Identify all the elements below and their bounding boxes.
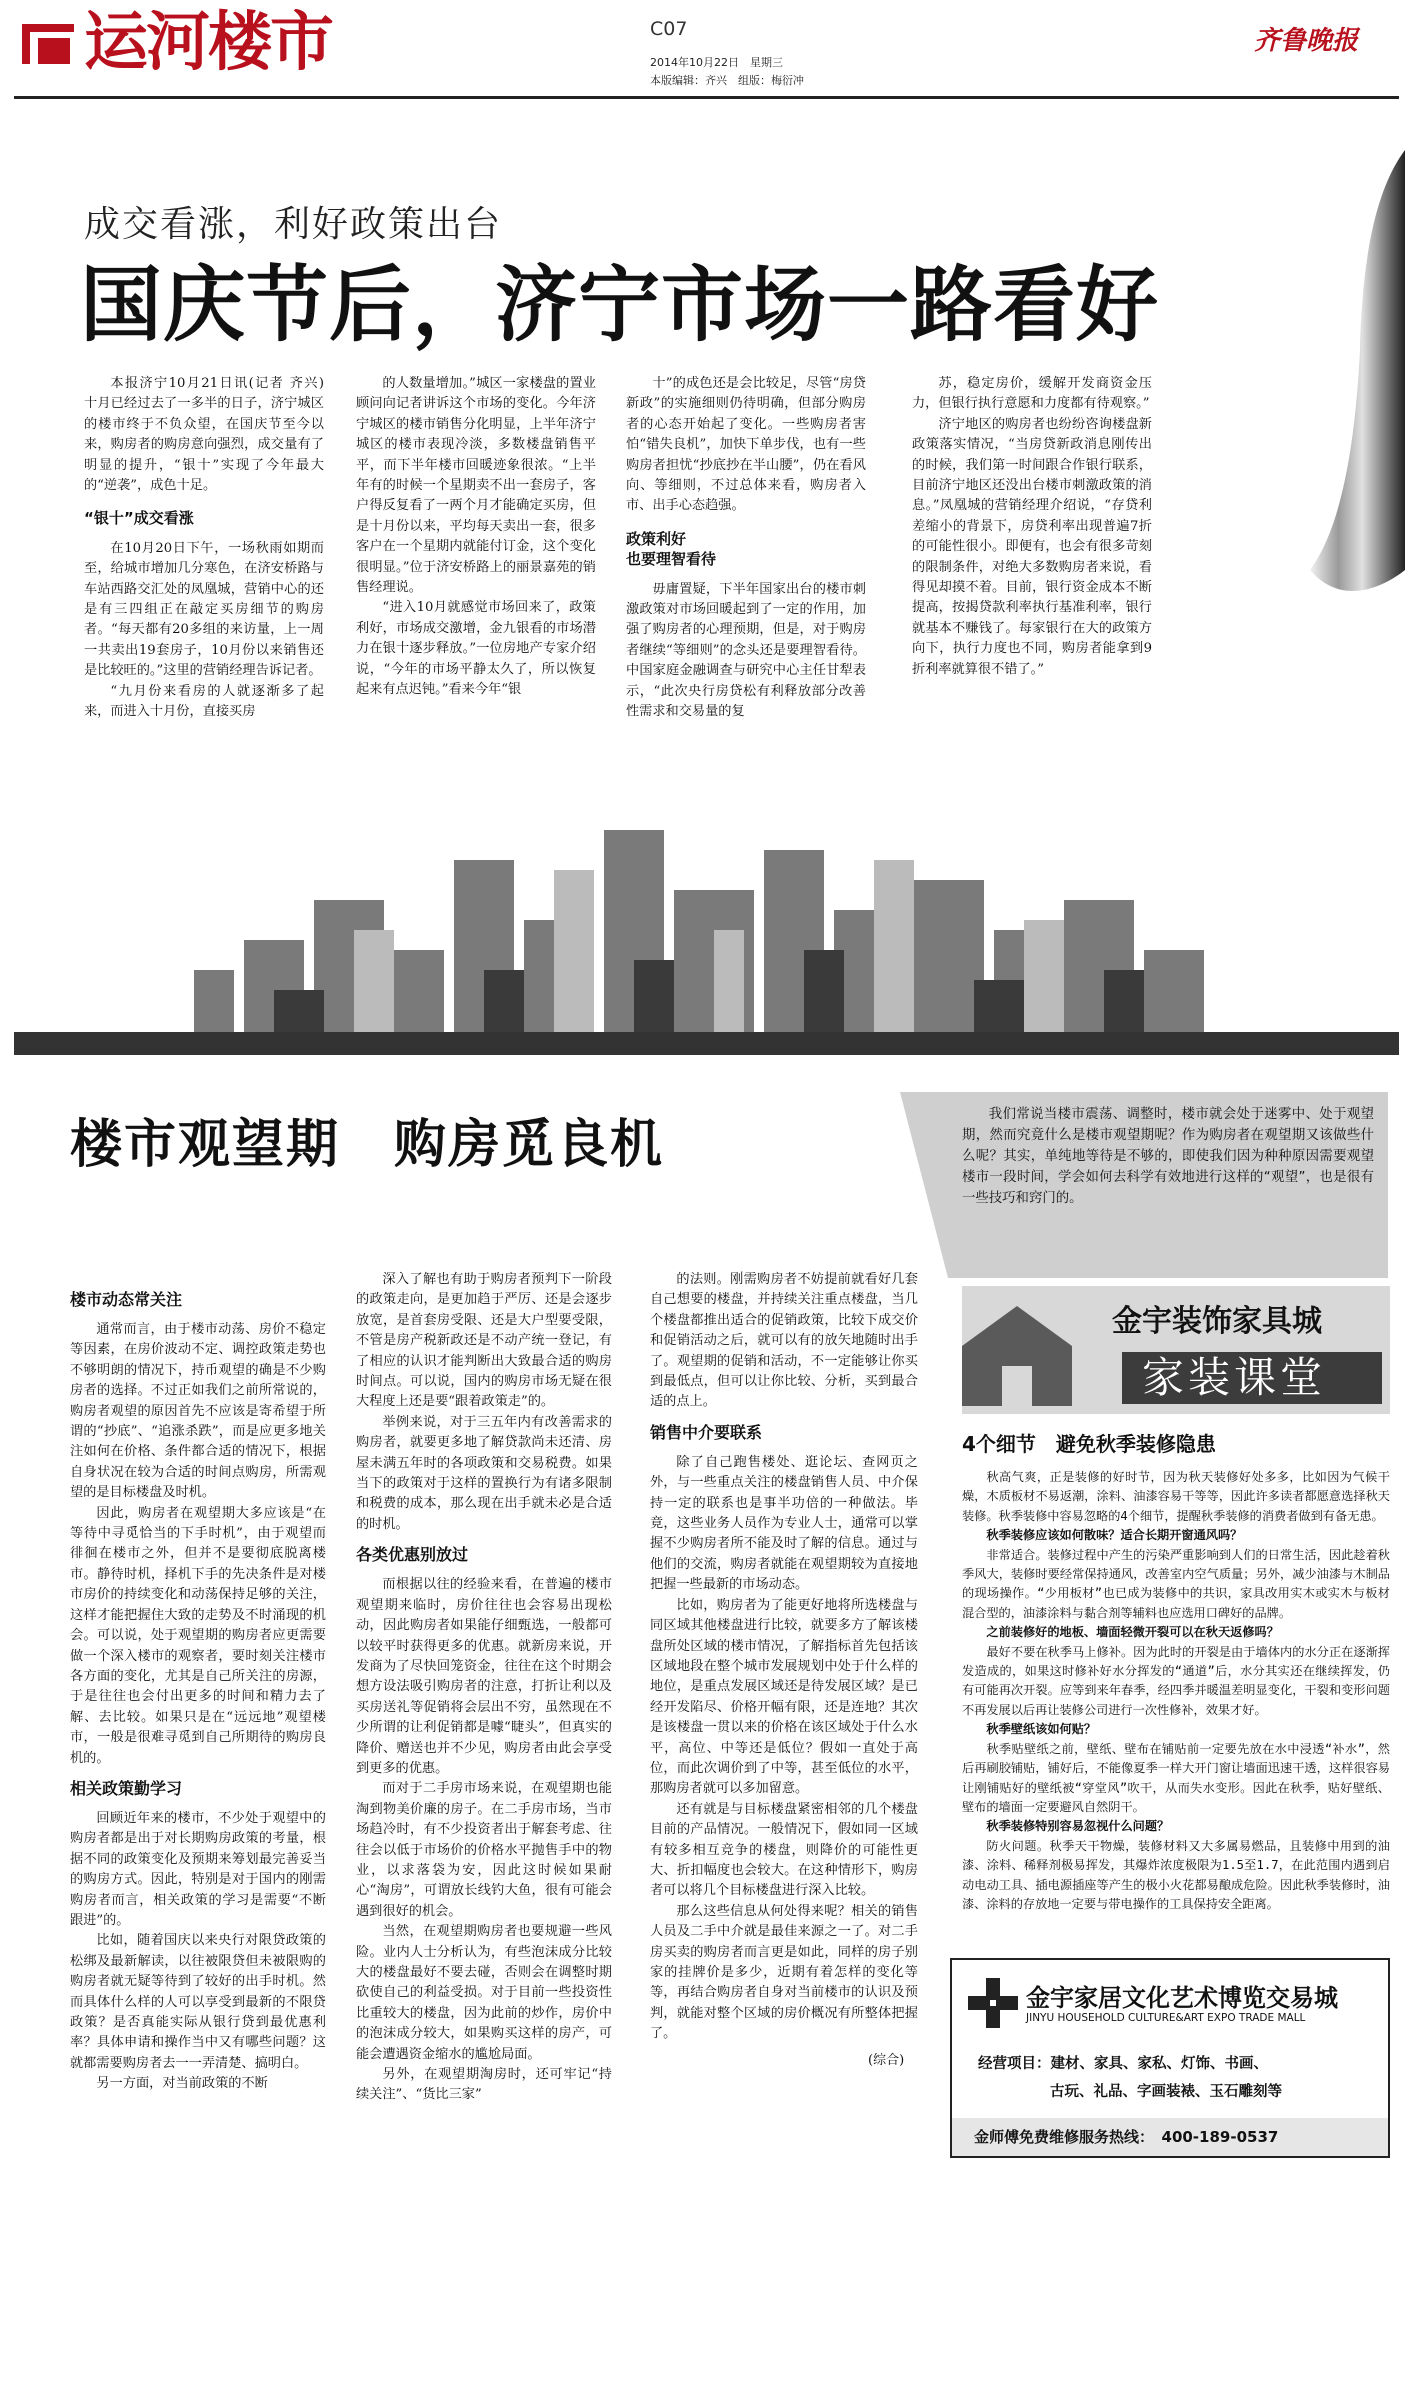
paragraph: 举例来说，对于三五年内有改善需求的购房者，就要更多地了解贷款尚未还清、房屋未满五年时的各项政策和交易税费。如果当下的政策对于这样的置换行为有诸多限制和税费的成本，那么现在出手就未必是合适的时机。 <box>356 1414 612 1532</box>
paragraph: 防火问题。秋季天干物燥，装修材料又大多属易燃品，且装修中用到的油漆、涂料、稀释剂极易挥发，其爆炸浓度极限为1.5至1.7，在此范围内遇到启动电动工具、插电源插座等产生的极小火花都易酿成危险。因此秋季装修时，油漆、涂料的存放地一定要与带电操作的工具保持安全距离。 <box>962 1838 1390 1911</box>
subhead: 各类优惠别放过 <box>356 1545 469 1565</box>
paragraph: “九月份来看房的人就逐渐多了起来，而进入十月份，直接买房 <box>84 683 324 720</box>
paragraph: 因此，购房者在观望期大多应该是“在等待中寻觅恰当的下手时机”，由于观望而徘徊在楼市之外，但并不是要彻底脱离楼市。静待时机，择机下手的先决条件是对楼市房价的持续变化和动荡保持足够的关注，这样才能把握住大致的走势及不时涌现的机会。可以说，处于观望期的购房者应更需要做一个深入楼市的观察者，要时刻关注楼市各方面的变化，尤其是自己所关注的房源，于是往往也会付出更多的时间和精力去了解、去比较。如果只是在“远远地”观望楼市，一般是很难寻觅到自己所期待的购房良机的。 <box>70 1505 326 1766</box>
paragraph: 还有就是与目标楼盘紧密相邻的几个楼盘目前的产品情况。一般情况下，假如同一区域有较多相互竞争的楼盘，则降价的可能性更大、折扣幅度也会较大。在这种情形下，购房者可以将几个目标楼盘进行深入比较。 <box>650 1801 918 1899</box>
subhead: 相关政策勤学习 <box>70 1778 183 1798</box>
paragraph: 当然，在观望期购房者也要规避一些风险。业内人士分析认为，有些泡沫成分比较大的楼盘最好不要去碰，否则会在调整时期砍使自己的利益受损。对于目前一些投资性比重较大的楼盘，因为此前的炒作，房价中的泡沫成分较大，如果购买这样的房产，可能会遭遇资金缩水的尴尬局面。 <box>356 1924 612 2062</box>
paragraph: “进入10月就感觉市场回来了，政策利好，市场成交激增，金九银看的市场潜力在银十逐步释放。”一位房地产专家介绍说，“今年的市场平静太久了，所以恢复起来有点迟钝。”看来今年“银 <box>356 600 596 698</box>
city-skyline-illustration-icon <box>14 800 1399 1055</box>
article1-kicker: 成交看涨，利好政策出台 <box>84 204 503 245</box>
article1-column-1 <box>84 374 338 723</box>
article2-column-1 <box>70 1280 326 2095</box>
paragraph: 苏，稳定房价，缓解开发商资金压力，但银行执行意愿和力度都有待观察。” <box>912 376 1152 412</box>
question: 秋季装修特别容易忽视什么问题？ <box>986 1819 1170 1834</box>
subhead: 政策利好 也要理智看待 <box>626 529 717 569</box>
paragraph: 比如，购房者为了能更好地将所选楼盘与同区域其他楼盘进行比较，就要多方了解该楼盘所处区域的楼市情况，了解指标首先包括该区域地段在整个城市发展规划中处于什么样的地位，是重点发展区域还是待发展区域？是已经开发陷尽、价格开幅有限，还是连地？其次是该楼盘一贯以来的价格在该区域处于什么水平，高位、中等还是低位？假如一直处于高位，而此次调价到了中等，甚至低位的水平，那购房者就可以多加留意。 <box>650 1597 918 1797</box>
paragraph: 深入了解也有助于购房者预判下一阶段的政策走向，是更加趋于严厉、还是会逐步放宽，是首套房受限、还是大户型要受限，不管是房产税新政还是不动产统一登记，有了相应的认识才能判断出大致最合适的购房时间点。可以说，国内的购房市场无疑在很大程度上还是要“跟着政策走”的。 <box>356 1272 612 1410</box>
paragraph: 毋庸置疑，下半年国家出台的楼市刺激政策对市场回暖起到了一定的作用，加强了购房者的心理预期，但是，对于购房者继续“等细则”的念头还是要理智看待。中国家庭金融调查与研究中心主任甘犁表示，“此次央行房贷松有利释放部分改善性需求和交易量的复 <box>626 581 866 720</box>
paragraph: 而对于二手房市场来说，在观望期也能淘到物美价廉的房子。在二手房市场，当市场趋冷时，有不少投资者出于解套考虑、往往会以低于市场价的价格水平抛售手中的物业，以求落袋为安，因此这时候如果耐心“淘房”，可谓放长线钓大鱼，很有可能会遇到很好的机会。 <box>356 1781 612 1919</box>
subhead: “银十”成交看涨 <box>84 509 194 528</box>
expo-advertisement <box>950 1958 1390 2158</box>
article2-headline: 楼市观望期 购房觅良机 <box>70 1115 665 1175</box>
article2-column-2 <box>356 1270 612 2106</box>
paragraph: 十”的成色还是会比较足，尽管“房贷新政”的实施细则仍待明确，但部分购房者的心态开始起了变化。一些购房者害怕“错失良机”，加快下单步伐，也有一些购房者担忧“抄底抄在半山腰”，仍在看风向、等细则，不过总体来看，购房者入市、出手心态趋强。 <box>626 376 866 514</box>
article1-column-4 <box>912 374 1152 680</box>
paragraph: 另外，在观望期淘房时，还可牢记“持续关注”、“货比三家” <box>356 2067 612 2103</box>
masthead-divider <box>14 96 1399 99</box>
paragraph: 最好不要在秋季马上修补。因为此时的开裂是由于墙体内的水分正在逐渐挥发造成的，如果这时修补好水分挥发的“通道”后，水分其实还在继续挥发，仍有可能再次开裂。应等到来年春季，经四季并暖温差明显变化，干裂和变形问题不再发展以后再让装修公司进行一次性修补，效果才好。 <box>962 1644 1390 1717</box>
paragraph: 本报济宁10月21日讯(记者 齐兴) 十月已经过去了一多半的日子，济宁城区的楼市终于不负众望，在国庆节至今以来，购房者的购房意向强烈，成交量有了明显的提升，“银十”实现了今年最大的“逆袭”，成色十足。 <box>84 376 338 494</box>
home-decor-banner <box>962 1286 1390 1414</box>
expo-scope-line2: 古玩、礼品、字画装裱、玉石雕刻等 <box>1050 2084 1282 2100</box>
paragraph: 回顾近年来的楼市，不少处于观望中的购房者都是出于对长期购房政策的考量，根据不同的政策变化及预期来筹划最完善妥当的购房方式。因此，特别是对于国内的刚需购房者而言，相关政策的学习是需要“不断跟进”的。 <box>70 1810 326 1928</box>
question: 之前装修好的地板、墙面轻微开裂可以在秋天返修吗？ <box>986 1625 1279 1640</box>
article1-column-2 <box>356 374 596 701</box>
paragraph: 秋季贴壁纸之前，壁纸、壁布在铺贴前一定要先放在水中浸透“补水”，然后再刷胶铺贴，铺好后，不能像夏季一样大开门窗让墙面迅速干透，这样很容易让刚铺贴好的壁纸被“穿堂风”吹干，从而失水变形。因此在秋季，贴好壁纸、壁布的墙面一定要避风自然阴干。 <box>962 1741 1390 1814</box>
article2-credit: (综合) <box>868 2053 905 2068</box>
issue-date: 2014年10月22日 星期三 <box>650 56 783 69</box>
paragraph: 秋高气爽，正是装修的好时节，因为秋天装修好处多多，比如因为气候干燥，木质板材不易返潮，涂料、油漆容易干等等，因此许多读者都愿意选择秋天装修。秋季装修中容易忽略的4个细节，提醒秋季装修的消费者做到有备无患。 <box>962 1470 1390 1523</box>
article1-headline: 国庆节后，济宁市场一路看好 <box>80 258 1160 353</box>
article2-intro-box: 我们常说当楼市震荡、调整时，楼市就会处于迷雾中、处于观望期，然而究竟什么是楼市观望期呢？作为购房者在观望期又该做些什么呢？其实，单纯地等待是不够的，即使我们因为种种原因需要观望楼市一段时间，学会如何去科学有效地进行这样的“观望”，也是很有一些技巧和窍门的。 <box>948 1092 1388 1278</box>
section-logo-icon <box>14 16 82 72</box>
question: 秋季装修应该如何散味？适合长期开窗通风吗？ <box>986 1528 1243 1543</box>
expo-scope-line1: 经营项目：建材、家具、家私、灯饰、书画、 <box>978 2056 1268 2072</box>
expo-english-name: JINYU HOUSEHOLD CULTURE&ART EXPO TRADE MALL <box>1026 2012 1306 2024</box>
paragraph: 比如，随着国庆以来央行对限贷政策的松绑及最新解读，以往被限贷但未被限购的购房者就无疑等待到了较好的出手时机。然而具体什么样的人可以享受到最新的不限贷政策？是否真能实际从银行贷到最优惠利率？具体申请和操作当中又有哪些问题？这就都需要购房者去一一弄清楚、搞明白。 <box>70 1933 326 2071</box>
subhead: 销售中介要联系 <box>650 1422 763 1442</box>
paragraph: 在10月20日下午，一场秋雨如期而至，给城市增加几分寒色，在济安桥路与车站西路交汇处的凤凰城，营销中心的还是有三四组正在敲定买房细节的购房者。“每天都有20多组的来访量，上一周一共卖出19套房子，10月份以来销售还是比较旺的。”这里的营销经理告诉记者。 <box>84 540 324 679</box>
editor-credits: 本版编辑：齐兴 组版：梅衍冲 <box>650 74 804 87</box>
article1-column-3 <box>626 374 866 723</box>
sidebar-headline: 4个细节 避免秋季装修隐患 <box>962 1432 1216 1456</box>
paragraph: 的人数量增加。”城区一家楼盘的置业顾问向记者讲诉这个市场的变化。今年济宁城区的楼市销售分化明显，上半年济宁城区的楼市表现冷淡，多数楼盘销售平平，而下半年楼市回暖迹象很浓。“上半年有的时候一个星期卖不出一套房子，客户得反复看了一两个月才能确定买房，但是十月份以来，平均每天卖出一套，很多客户在一个星期内就能付订金，这个变化很明显。”位于济安桥路上的丽景嘉苑的销售经理说。 <box>356 376 596 596</box>
banner-title: 金宇装饰家具城 <box>1112 1304 1322 1339</box>
sidebar-body <box>962 1468 1390 1914</box>
masthead <box>14 6 1399 87</box>
expo-logo-icon <box>966 1976 1020 2030</box>
paragraph: 济宁地区的购房者也纷纷咨询楼盘新政策落实情况，“当房贷新政消息刚传出的时候，我们第一时间跟合作银行联系，目前济宁地区还没出台楼市刺激政策的消息。”凤凰城的营销经理介绍说，“存贷利差缩小的背景下，房贷利率出现普遍7折的可能性很小。即便有，也会有很多苛刻的限制条件，对绝大多数购房者来说，看得见却摸不着。目前，银行资金成本不断提高，按揭贷款利率执行基准利率，银行就基本不赚钱了。每家银行在大的政策方向下，执行力度也不同，购房者能拿到9折利率就算很不错了。” <box>912 416 1152 677</box>
expo-name: 金宇家居文化艺术博览交易城 <box>1026 1984 1338 2012</box>
subhead: 楼市动态常关注 <box>70 1290 183 1309</box>
paragraph: 通常而言，由于楼市动荡、房价不稳定等因素，在房价波动不定、调控政策走势也不够明朗的情况下，持币观望的确是不少购房者的选择。不过正如我们之前所常说的，购房者观望的原因首先不应该是寄希望于所谓的“抄底”、“追涨杀跌”，而是应更多地关注如何在价格、条件都合适的情况下，根据自身状况在较为合适的时间点购房，所需观望的是目标楼盘及时机。 <box>70 1322 326 1501</box>
paragraph: 而根据以往的经验来看，在普遍的楼市观望期来临时，房价往往也会容易出现松动，因此购房者如果能仔细甄选，一般都可以较平时获得更多的优惠。就新房来说，开发商为了尽快回笼资金，往往在这个时期会想方设法吸引购房者的注意，打折让利以及买房送礼等促销将会层出不穷，虽然现在不少所谓的让利促销都是噱“睫头”，但真实的降价、赠送也并不少见，购房者由此会享受到更多的优惠。 <box>356 1577 612 1776</box>
paragraph: 的法则。刚需购房者不妨提前就看好几套自己想要的楼盘，并持续关注重点楼盘，当几个楼盘都推出适合的促销政策，比较下成交价和促销活动之后，就可以有的放矢地随时出手了。观望期的促销和活动，不一定能够让你买到最低点，但可以让你比较、分析，买到最合适的点上。 <box>650 1272 918 1410</box>
banner-subtitle: 家装课堂 <box>1142 1353 1327 1402</box>
paragraph: 除了自己跑售楼处、逛论坛、查网页之外，与一些重点关注的楼盘销售人员、中介保持一定的联系也是事半功倍的一种做法。毕竟，这些业务人员作为专业人士，通常可以掌握不少购房者所不能及时了解的信息。通过与他们的交流，购房者就能在观望期较为直接地把握一些最新的市场动态。 <box>650 1454 918 1593</box>
paragraph: 另一方面，对当前政策的不断 <box>96 2076 268 2092</box>
question: 秋季壁纸该如何贴？ <box>986 1722 1097 1737</box>
paragraph: 那么这些信息从何处得来呢？相关的销售人员及二手中介就是最佳来源之一了。对二手房买卖的购房者而言更是如此，同样的房子别家的挂牌价是多少，近期有着怎样的变化等等，再结合购房者自身对当前楼市的认识及预判，就能对整个区域的房价概况有所整体把握了。 <box>650 1903 918 2042</box>
section-title: 运河楼市 <box>84 6 332 80</box>
page-number: C07 <box>650 18 688 40</box>
service-hotline: 金师傅免费维修服务热线： 400-189-0537 <box>974 2128 1279 2146</box>
curtain-decoration-icon <box>1300 150 1405 610</box>
intro-box-corner <box>900 1092 948 1278</box>
paragraph: 非常适合。装修过程中产生的污染严重影响到人们的日常生活，因此趁着秋季风大，装修时要经常保持通风，改善室内空气质量；另外，减少油漆与木制品的现场操作。“少用板材”也已成为装修中的共识，家具改用实木或实木与板材混合型的，油漆涂料与黏合剂等辅料也应选用口碑好的品牌。 <box>962 1547 1390 1620</box>
article2-column-3 <box>650 1270 918 2045</box>
newspaper-logo: 齐鲁晚报 <box>1254 26 1359 56</box>
